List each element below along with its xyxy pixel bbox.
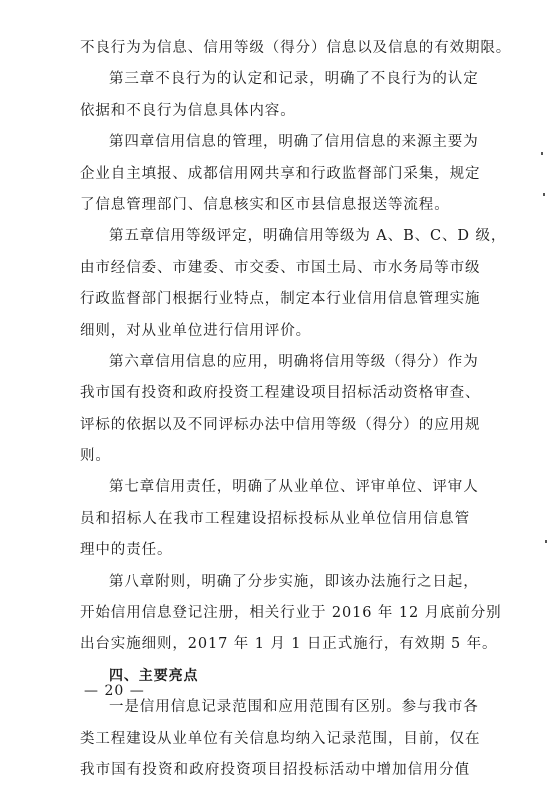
text-line: 出台实施细则，2017 年 1 月 1 日正式施行，有效期 5 年。 (80, 636, 498, 653)
scan-mark (543, 193, 545, 196)
scan-mark (541, 152, 543, 155)
text-line: 评标的依据以及不同评标办法中信用等级（得分）的应用规 (80, 416, 481, 433)
scan-mark (545, 540, 547, 543)
text-line: 理中的责任。 (80, 542, 173, 559)
text-line: 我市国有投资和政府投资工程建设项目招标活动资格审查、 (80, 385, 481, 402)
text-line: 员和招标人在我市工程建设招标投标从业单位信用信息管 (80, 510, 470, 527)
section-heading: 四、主要亮点 (109, 667, 199, 684)
text-line: 细则，对从业单位进行信用评价。 (80, 322, 311, 339)
text-line: 第三章不良行为的认定和记录，明确了不良行为的认定 (109, 71, 479, 88)
text-line: 了信息管理部门、信息核实和区市县信息报送等流程。 (80, 196, 450, 213)
text-line: 行政监督部门根据行业特点，制定本行业信用信息管理实施 (80, 291, 481, 308)
text-line: 类工程建设从业单位有关信息均纳入记录范围，目前，仅在 (80, 730, 481, 747)
text-line: 第六章信用信息的应用，明确将信用等级（得分）作为 (109, 353, 479, 370)
text-line: 不良行为为信息、信用等级（得分）信息以及信息的有效期限。 (80, 40, 512, 56)
text-line: 第四章信用信息的管理，明确了信用信息的来源主要为 (109, 134, 479, 151)
text-line: 第七章信用责任，明确了从业单位、评审单位、评审人 (109, 479, 479, 496)
text-line: 我市国有投资和政府投资项目招投标活动中增加信用分值 (80, 761, 470, 778)
text-line: 开始信用信息登记注册，相关行业于 2016 年 12 月底前分别 (80, 605, 502, 622)
text-line: 依据和不良行为信息具体内容。 (80, 102, 296, 119)
text-line: 第五章信用等级评定，明确信用等级为 A、B、C、D 级， (109, 228, 507, 245)
document-body (80, 33, 512, 786)
text-line: 企业自主填报、成都信用网共享和行政监督部门采集，规定 (80, 165, 481, 182)
text-line: 由市经信委、市建委、市交委、市国土局、市水务局等市级 (80, 259, 481, 276)
text-line: 一是信用信息记录范围和应用范围有区别。参与我市各 (109, 699, 479, 716)
text-line: 则。 (80, 448, 111, 465)
page-number: — 20 — (84, 683, 145, 699)
text-line: 第八章附则，明确了分步实施，即该办法施行之日起， (109, 573, 479, 590)
